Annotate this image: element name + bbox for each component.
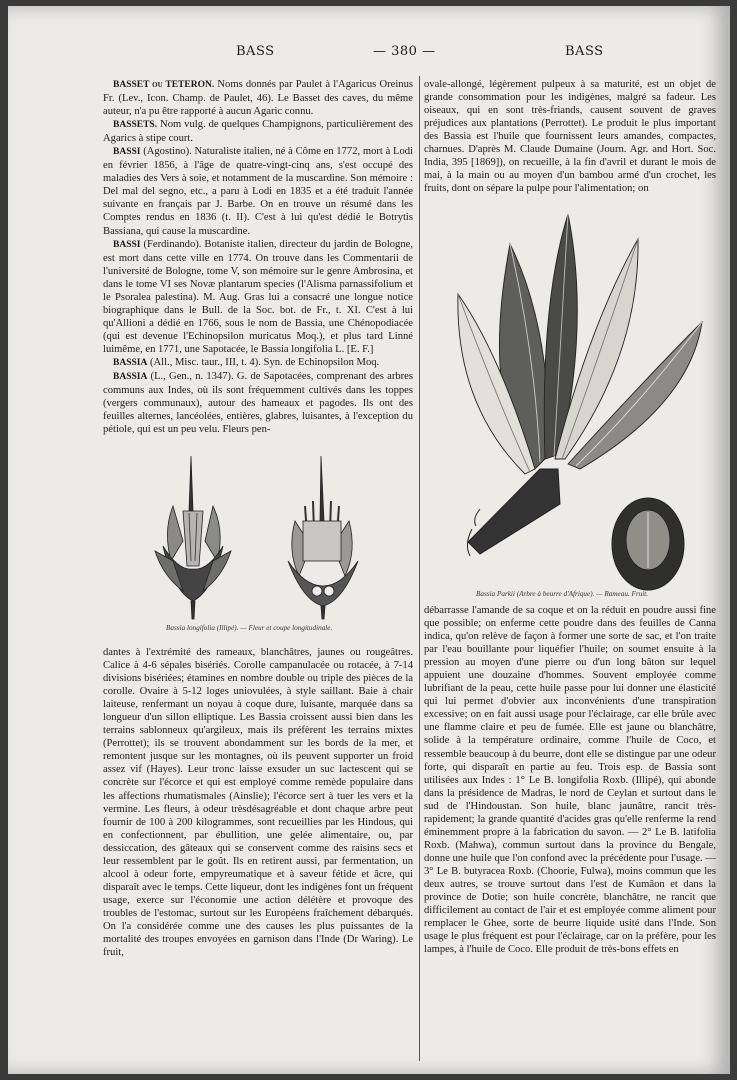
flower-whole-icon (155, 456, 231, 619)
running-head-left: BASS (236, 44, 275, 59)
entry-head: BASSIA (113, 372, 148, 383)
right-column-top (424, 78, 716, 195)
entry-text: (All., Misc. taur., III, t. 4). Syn. de Echinopsilon Moq. (149, 356, 380, 368)
left-column-top (103, 78, 413, 436)
entry-bassets (103, 118, 413, 145)
column-divider (419, 76, 420, 1061)
entry-text-continued: débarrasse l'amande de sa coque et on la réduit en poudre aussi fine que possible; on enferme cette poudre dans des feuilles de Canna indica, qu'on relève de façon à former une sorte de sac, et l'on traite par l'eau bouillante pour liquéfier l'huile; on soumet ensuite à la pression au moyen d'une pierre ou d'un long bâton sur lequel appuient une douzaine d'hommes. Souvent employée comme lubrifiant de la peau, cette huile passe pour lui donner une élasticité qui lui permet d'obvier aux inconvénients d'une transpiration excessive; on en fait aussi usage pour l'éclairage, car elle brûle avec une flamme claire et peu de fumée. Elle est jaune ou blanchâtre, solide à la température ordinaire, comme l'huile de Coco, et ressemble beaucoup à du beurre, dont elle se distingue par une odeur forte, qui disparaît en partie au feu. Trois esp. de Bassia sont utilisées aux Indes : 1° Le B. longifolia Roxb. (Illipé), qui abonde dans la présidence de Madras, le nord de Ceylan et surtout dans le sud de l'Hindoustan. Son huile, blanc jaunâtre, rancit très-rapidement; la grande quantité d'acides gras qu'elle renferme la rend éminemment propre à la fabrication du savon. — 2° Le B. latifolia Roxb. (Mahwa), commun surtout dans la province du Bengale, donne une huile que l'on confond avec la précédente pour l'usage. — 3° Le B. butyracea Roxb. (Choorie, Fulwa), moins commun que les deux autres, se trouve surtout dans l'est de Kumâon et dans la province de Dotie; son huile concrète, blanchâtre, ne rancit que difficilement au contact de l'air et est employée comme aliment pour remplacer le Ghee, sorte de beurre liquide usité dans l'Inde. Son usage le plus fréquent est pour l'éclairage, car on la préfère, pour les lampes, à l'huile de Coco. Elle produit de très-bons effets en (424, 605, 716, 956)
entry-text-continued: dantes à l'extrémité des rameaux, blanchâtres, jaunes ou rougeâtres. Calice à 4-6 sépales bisériés. Corolle campanulacée ou rotacée, à 7-14 divisions bisériées; étamines en nombre double ou triple des pièces de la corolle. Ovaire à 5-12 loges uniovulées, à style saillant. Baie à chair laiteuse, renfermant un noyau à coque dure, luisante, marquée dans sa longueur d'un sillon elliptique. Les Bassia croissent aussi bien dans les terrains sablonneux qu'argileux, mais ils préfèrent les terrains mixtes (Perrottet); ils se trouvent abondamment sur les bords de la mer, et remontent jusque sur les montagnes, où ils peuvent supporter un froid assez vif (Hayes). Leur tronc laisse exsuder un suc lactescent qui se concrète sur l'écorce et qui est employé comme remède populaire dans les affections rhumatismales (Ainslie); l'écorce sert à tuer les vers et la vermine. Les fleurs, à odeur trèsdésagréable et dont chaque arbre peut fournir de 100 à 200 kilogrammes, sont recueillies par les Hindous, qui en confectionnent, par ébullition, une gelée alimentaire, ou, par dessiccation, des gâteaux qui se conservent comme des raisins secs et leur ressemblent par le goût. Ils en retirent aussi, par fermentation, un alcool à odeur forte, empyreumatique et à saveur fétide et âcre, qui disparaît avec le temps. Cette liqueur, dont les indigènes font un fréquent usage, exerce sur l'économie une action délétère et provoque des troubles de l'estomac, surtout sur les Européens fraîchement débarqués. On l'a considérée comme une des causes les plus puissantes de la mortalité des troupes envoyées en garnison dans l'Inde (Dr Waring). Le fruit, (103, 647, 413, 959)
entry-head: BASSIA (113, 357, 148, 368)
entry-head: BASSET ou TETERON. (113, 80, 215, 90)
right-column-bottom (424, 604, 716, 956)
fruit-icon (612, 498, 684, 590)
entry-text: (Agostino). Naturaliste italien, né à Côme en 1772, mort à Lodi en février 1856, à l'âge de quatre-vingt-cinq ans, s'est occupé des maladies des Vers à soie, et notamment de la muscardine. Son mémoire : Del mal del segno, etc., a paru à Lodi en 1835 et a été traduit l'année suivante en français par J. Barbe. On en trouve un résumé dans les Comptes rendus en 1836 (t. II). C'est à lui qu'est dédié le Botrytis Bassiana, qui cause la muscardine. (103, 146, 413, 237)
entry-text-continued: ovale-allongé, légèrement pulpeux à sa maturité, est un objet de grande consommation pour les indigènes, malgré sa fadeur. Les oiseaux, qui en sont très-friands, causent souvent de graves préjudices aux plantations (Perrottet). Le produit le plus important des Bassia est l'huile que fournissent leurs amandes, compactes, charnues. D'après M. Claude Dumaine (Journ. Agr. and Hort. Soc. India, 395 [1869]), on recueille, à la fin d'avril et durant le mois de mai, à la main ou au moyen d'un bambou armé d'un crochet, les fruits, dont on sépare la pulpe pour l'alimentation; on (424, 79, 716, 195)
branch-stem-icon (467, 469, 560, 556)
entry-text: (Ferdinando). Botaniste italien, directeur du jardin de Bologne, est mort dans cette ville en 1774. On trouve dans les Commentarii de l'université de Bologne, tome V, son mémoire sur le genre Ambrosina, et dans le tome VI ses Novæ plantarum species (l'Alisma parnassifolium et le Psoralea palestina). M. Aug. Gras lui a consacré une longue notice biographique dans le Bull. de la Soc. bot. de Fr., t. XI. C'est à lui qu'Allioni a dédié en 1766, sous le nom de Bassia, une Chénopodiacée (qui est devenue l'Echinopsilon muricatus Moq.), et plus tard Linné luimême, en 1771, une Sapotacée, le Bassia longifolia L. [E. F.] (103, 238, 413, 355)
running-head-right: BASS (565, 44, 604, 59)
entry-bassia-all (103, 356, 413, 370)
entry-text: Noms donnés par Paulet à l'Agaricus Oreinus Fr. (Lev., Icon. Champ. de Paulet, 46). Le Basset des caves, du même auteur, n'a pu être rapporté à aucun Agaric connu. (103, 79, 413, 118)
left-column-bottom (103, 646, 413, 959)
entry-head: BASSETS. (113, 120, 158, 131)
entry-basset (103, 78, 413, 118)
entry-bassia-l (103, 370, 413, 436)
flower-section-icon (288, 456, 358, 619)
figure-caption-left: Bassia longifolia (Illipé). — Fleur et coupe longitudinale. (166, 624, 333, 632)
figure-caption-right: Bassia Parkii (Arbre à beurre d'Afrique). — Rameau. Fruit. (476, 590, 649, 598)
flower-illustration (143, 451, 373, 621)
entry-head: BASSI (113, 147, 141, 158)
page-number: — 380 — (373, 44, 436, 59)
entry-bassi-ferdinando (103, 238, 413, 356)
entry-bassi-agostino (103, 145, 413, 237)
entry-text: (L., Gen., n. 1347). G. de Sapotacées, comprenant des arbres communs aux Indes, où ils sont fréquemment cultivés dans les toppes (vergers communaux), autour des hameaux et pagodes. Ils ont des feuilles alternes, lancéolées, entières, glabres, luisantes, à l'exception du pétiole, qui est un peu velu. Fleurs pen- (103, 371, 413, 436)
leaves-icon (458, 214, 702, 474)
entry-head: BASSI (113, 239, 141, 250)
branch-illustration (440, 204, 710, 594)
page (8, 6, 730, 1074)
entry-text: Nom vulg. de quelques Champignons, particulièrement des Agarics à stipe court. (103, 119, 413, 145)
